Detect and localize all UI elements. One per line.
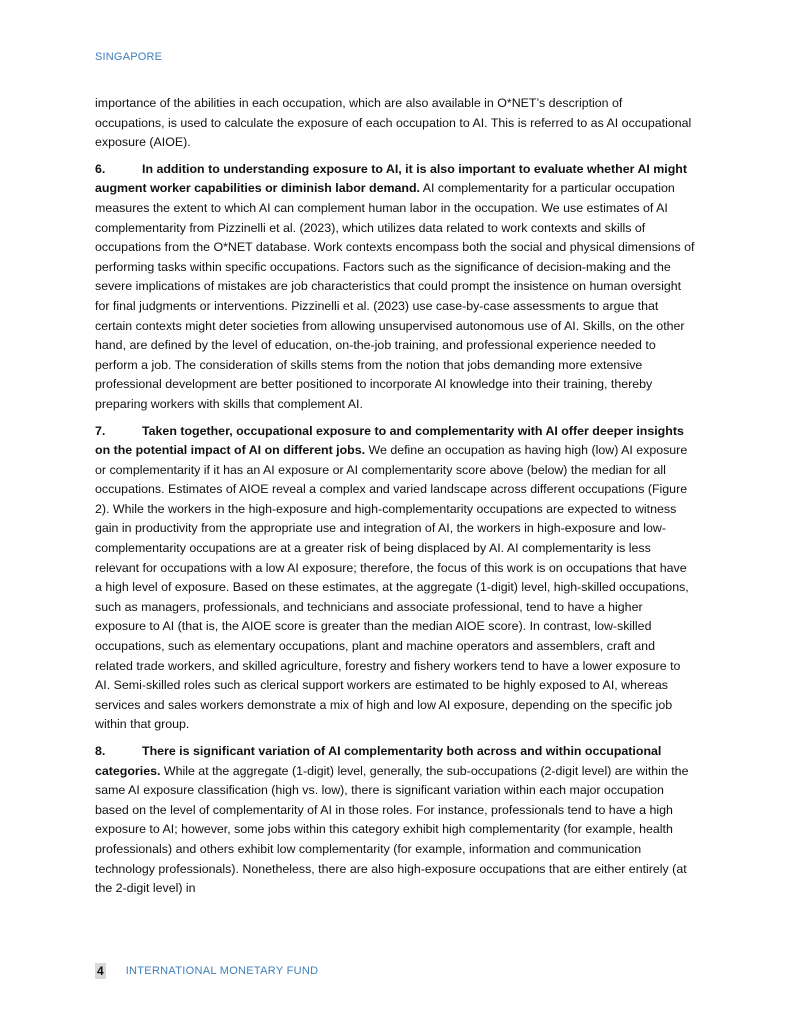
paragraph-8 xyxy=(95,742,695,899)
paragraph-text: importance of the abilities in each occupation, which are also available in O*NET’s description of occupations, is used to calculate the exposure of each occupation to AI. This is referred to as AI occupational exposure (AIOE). xyxy=(95,96,692,150)
paragraph-text: AI complementarity for a particular occupation measures the extent to which AI can complement human labor in the occupation. We use estimates of AI complementarity from Pizzinelli et al. (2023), which utilizes data related to work contexts and skills of occupations from the O*NET database. Work contexts encompass both the social and physical dimensions of performing tasks within specific occupations. Factors such as the significance of decision-making and the severe implications of mistakes are job characteristics that could prompt the insistence on human oversight for final judgments or interventions. Pizzinelli et al. (2023) use case-by-case assessments to argue that certain contexts might deter societies from allowing unsupervised autonomous use of AI. Skills, on the other hand, are defined by the level of education, on-the-job training, and professional experience needed to perform a job. The consideration of skills stems from the notion that jobs demanding more extensive professional development are better positioned to incorporate AI knowledge into their training, thereby preparing workers with skills that complement AI. xyxy=(95,181,695,411)
paragraph-number: 8. xyxy=(95,744,106,758)
paragraph-lead-sentence: In addition to understanding exposure to AI, it is also important to evaluate whether AI might augment worker capabilities or diminish labor demand. xyxy=(95,161,687,196)
paragraph-number: 6. xyxy=(95,161,106,176)
paragraph-7 xyxy=(95,422,695,736)
paragraph-lead-sentence: Taken together, occupational exposure to and complementarity with AI offer deeper insights on the potential impact of AI on different jobs. xyxy=(95,423,684,458)
paragraph-lead-sentence: There is significant variation of AI complementarity both across and within occupational categories. xyxy=(95,744,662,778)
paragraph-number: 7. xyxy=(95,423,106,438)
page-number: 4 xyxy=(97,964,104,978)
paragraph-6 xyxy=(95,160,695,415)
page-footer xyxy=(95,963,318,979)
footer-organization: INTERNATIONAL MONETARY FUND xyxy=(125,965,319,977)
body-text xyxy=(95,94,695,906)
paragraph-text: We define an occupation as having high (low) AI exposure or complementarity if it has an AI exposure or AI complementarity score above (below) the median for all occupations. Estimates of AIOE reveal a complex and varied landscape across different occupations (Figure 2). While the workers in the high-exposure and high-complementarity occupations are expected to witness gain in productivity from the appropriate use and integration of AI, the workers in high-exposure and low-complementarity occupations are at a greater risk of being displaced by AI. AI complementarity is less relevant for occupations with a low AI exposure; therefore, the focus of this work is on occupations that have a high level of exposure. Based on these estimates, at the aggregate (1-digit) level, high-skilled occupations, such as managers, professionals, and technicians and associate professional, tend to have a higher exposure to AI (that is, the AIOE score is greater than the median AIOE score). In contrast, low-skilled occupations, such as elementary occupations, plant and machine operators and assemblers, craft and related trade workers, and skilled agriculture, forestry and fishery workers tend to have a lower exposure to AI. Semi-skilled roles such as clerical support workers are estimated to be highly exposed to AI, whereas services and sales workers demonstrate a mix of high and low AI exposure, depending on the specific job within that group. xyxy=(95,443,689,732)
running-header: SINGAPORE xyxy=(95,51,163,63)
paragraph-continuation xyxy=(95,94,695,153)
paragraph-text: While at the aggregate (1-digit) level, generally, the sub-occupations (2-digit level) are within the same AI exposure classification (high vs. low), there is significant variation within each major occupation based on the level of complementarity of AI in those roles. For instance, professionals tend to have a high exposure to AI; however, some jobs within this category exhibit high complementarity (for example, health professionals) and others exhibit low complementarity (for example, information and communication technology professionals). Nonetheless, there are also high-exposure occupations that are either entirely (at the 2-digit level) in xyxy=(95,763,689,896)
